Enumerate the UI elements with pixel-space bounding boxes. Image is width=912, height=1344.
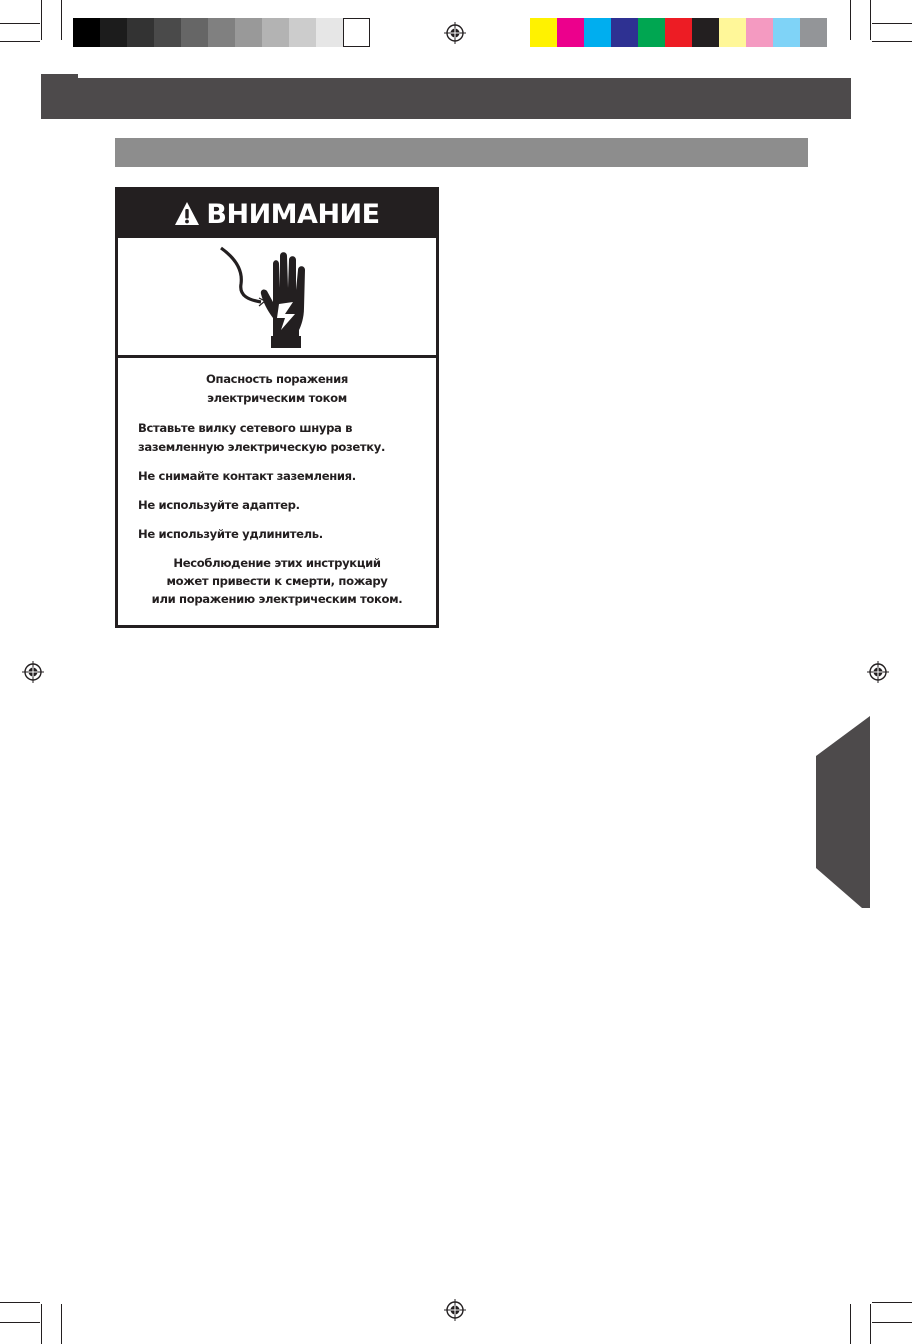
color-swatch xyxy=(719,18,746,47)
crop-mark xyxy=(872,1302,912,1303)
crop-mark xyxy=(41,1304,42,1344)
color-swatch xyxy=(746,18,773,47)
crop-mark xyxy=(0,1302,40,1303)
crop-mark xyxy=(872,23,912,24)
color-swatch xyxy=(773,18,800,47)
color-swatch xyxy=(262,18,289,47)
color-swatch xyxy=(530,18,557,47)
crop-mark xyxy=(0,1322,40,1323)
warning-heading: Опасность поражения электрическим током xyxy=(206,372,348,405)
warning-title: ВНИМАНИЕ xyxy=(206,198,380,230)
warning-text xyxy=(118,358,436,608)
color-swatch xyxy=(638,18,665,47)
warning-instruction: Вставьте вилку сетевого шнура в заземленную электрическую розетку. xyxy=(138,421,386,454)
warning-instruction: Не используйте удлинитель. xyxy=(138,527,323,541)
registration-mark-icon xyxy=(444,22,466,44)
warning-pictogram-area xyxy=(118,238,436,358)
crop-mark xyxy=(872,1322,912,1323)
color-swatch xyxy=(100,18,127,47)
color-swatch xyxy=(127,18,154,47)
crop-mark xyxy=(870,0,871,40)
crop-mark xyxy=(0,41,40,42)
gray-color-bar xyxy=(73,18,370,47)
color-swatch xyxy=(665,18,692,47)
color-swatch xyxy=(181,18,208,47)
crop-mark xyxy=(61,0,62,40)
crop-mark xyxy=(61,1304,62,1344)
color-swatch xyxy=(557,18,584,47)
section-bar xyxy=(115,138,808,167)
warning-consequence: Несоблюдение этих инструкций может привести к смерти, пожару или поражению электрическим током. xyxy=(151,556,403,606)
crop-mark xyxy=(870,1304,871,1344)
side-tab xyxy=(816,716,870,908)
crop-mark xyxy=(41,0,42,40)
color-swatch xyxy=(343,18,370,47)
warning-triangle-icon xyxy=(174,201,200,227)
color-swatch xyxy=(208,18,235,47)
warning-instruction: Не снимайте контакт заземления. xyxy=(138,469,356,483)
header-band xyxy=(41,78,851,119)
registration-mark-icon xyxy=(444,1299,466,1321)
crop-mark xyxy=(872,41,912,42)
warning-header xyxy=(118,190,436,238)
color-swatch xyxy=(611,18,638,47)
color-swatch xyxy=(289,18,316,47)
color-swatch xyxy=(154,18,181,47)
process-color-bar xyxy=(530,18,827,47)
registration-mark-icon xyxy=(22,661,44,683)
color-swatch xyxy=(316,18,343,47)
color-swatch xyxy=(800,18,827,47)
color-swatch xyxy=(235,18,262,47)
color-swatch xyxy=(73,18,100,47)
crop-mark xyxy=(850,1304,851,1344)
registration-mark-icon xyxy=(867,661,889,683)
color-swatch xyxy=(584,18,611,47)
warning-box xyxy=(115,187,439,628)
crop-mark xyxy=(0,23,40,24)
color-swatch xyxy=(692,18,719,47)
crop-mark xyxy=(850,0,851,40)
electric-shock-hand-icon xyxy=(213,244,323,350)
warning-instruction: Не используйте адаптер. xyxy=(138,498,300,512)
